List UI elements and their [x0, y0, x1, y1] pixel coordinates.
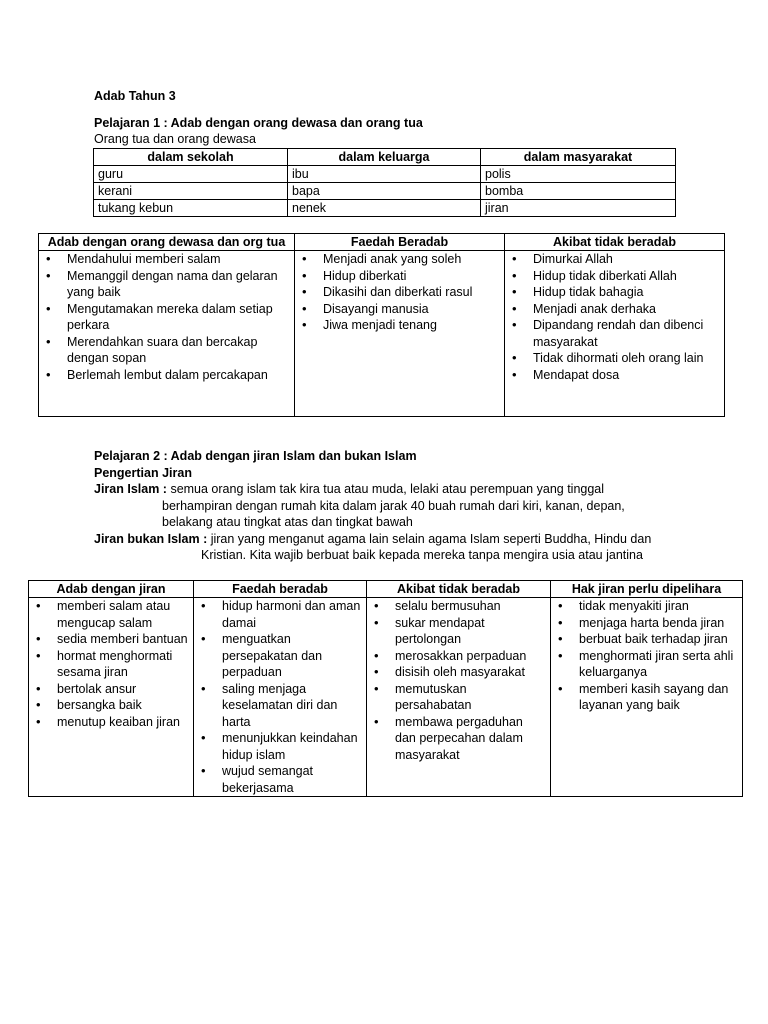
list-item: • Memanggil dengan nama dan gelaran yang baik	[43, 268, 290, 301]
list-item: • Hidup diberkati	[299, 268, 500, 285]
definition-text: semua orang islam tak kira tua atau muda, lelaki atau perempuan yang tinggal	[170, 482, 605, 496]
definition-text: jiran yang menganut agama lain selain agama Islam seperti Buddha, Hindu dan	[210, 532, 652, 546]
header-cell: dalam sekolah	[94, 149, 288, 166]
table-cell: nenek	[288, 200, 481, 217]
header-cell: dalam masyarakat	[481, 149, 676, 166]
list-item: • Dipandang rendah dan dibenci masyarakat	[509, 317, 720, 350]
list-item: • membawa pergaduhan dan perpecahan dalam masyarakat	[371, 714, 546, 764]
table-cell	[551, 598, 743, 797]
list-item: • Mendapat dosa	[509, 367, 720, 384]
table-cell: guru	[94, 166, 288, 183]
lesson2-subheading: Pengertian Jiran	[94, 466, 192, 480]
list-item: • Berlemah lembut dalam percakapan	[43, 367, 290, 384]
list-item: • bersangka baik	[33, 697, 189, 714]
list-item: • Mengutamakan mereka dalam setiap perkara	[43, 301, 290, 334]
table-cell	[367, 598, 551, 797]
table-cell	[295, 251, 505, 417]
list-item: • berbuat baik terhadap jiran	[555, 631, 738, 648]
list-item: • Merendahkan suara dan bercakap dengan sopan	[43, 334, 290, 367]
list-item: • Mendahului memberi salam	[43, 251, 290, 268]
list-item: • sedia memberi bantuan	[33, 631, 189, 648]
list-item: • Dimurkai Allah	[509, 251, 720, 268]
table-adab-adults	[38, 233, 725, 417]
bullet-list	[555, 598, 738, 714]
list-item: • sukar mendapat pertolongan	[371, 615, 546, 648]
list-item: • Hidup tidak bahagia	[509, 284, 720, 301]
header-cell: Akibat tidak beradab	[505, 234, 725, 251]
table-cell: tukang kebun	[94, 200, 288, 217]
list-item: • hormat menghormati sesama jiran	[33, 648, 189, 681]
header-cell: Hak jiran perlu dipelihara	[551, 581, 743, 598]
header-cell: Faedah beradab	[194, 581, 367, 598]
table-row	[94, 183, 676, 200]
definition-text: belakang atau tingkat atas dan tingkat bawah	[162, 515, 413, 529]
bullet-list	[33, 598, 189, 730]
table-cell: bomba	[481, 183, 676, 200]
definition-jiran-islam	[94, 481, 604, 497]
table-row	[29, 598, 743, 797]
list-item: • merosakkan perpaduan	[371, 648, 546, 665]
header-cell: dalam keluarga	[288, 149, 481, 166]
list-item: • Menjadi anak derhaka	[509, 301, 720, 318]
table-cell	[505, 251, 725, 417]
list-item: • menjaga harta benda jiran	[555, 615, 738, 632]
bullet-list	[198, 598, 362, 796]
definition-term: Jiran Islam :	[94, 482, 167, 496]
list-item: • hidup harmoni dan aman damai	[198, 598, 362, 631]
table-cell: ibu	[288, 166, 481, 183]
list-item: • Dikasihi dan diberkati rasul	[299, 284, 500, 301]
document-title: Adab Tahun 3	[94, 89, 176, 103]
list-item: • Tidak dihormati oleh orang lain	[509, 350, 720, 367]
table-cell	[194, 598, 367, 797]
list-item: • memutuskan persahabatan	[371, 681, 546, 714]
lesson1-heading: Pelajaran 1 : Adab dengan orang dewasa dan orang tua	[94, 116, 423, 130]
list-item: • Menjadi anak yang soleh	[299, 251, 500, 268]
table-cell: kerani	[94, 183, 288, 200]
header-cell: Adab dengan jiran	[29, 581, 194, 598]
list-item: • Hidup tidak diberkati Allah	[509, 268, 720, 285]
table-row	[94, 200, 676, 217]
list-item: • disisih oleh masyarakat	[371, 664, 546, 681]
table-cell	[39, 251, 295, 417]
list-item: • memberi salam atau mengucap salam	[33, 598, 189, 631]
definition-text: berhampiran dengan rumah kita dalam jarak 40 buah rumah dari kiri, kanan, depan,	[162, 499, 625, 513]
list-item: • Jiwa menjadi tenang	[299, 317, 500, 334]
lesson2-heading: Pelajaran 2 : Adab dengan jiran Islam dan bukan Islam	[94, 449, 417, 463]
list-item: • selalu bermusuhan	[371, 598, 546, 615]
table-cell: bapa	[288, 183, 481, 200]
bullet-list	[509, 251, 720, 383]
list-item: • wujud semangat bekerjasama	[198, 763, 362, 796]
lesson1-subheading: Orang tua dan orang dewasa	[94, 132, 256, 146]
bullet-list	[299, 251, 500, 334]
list-item: • memberi kasih sayang dan layanan yang baik	[555, 681, 738, 714]
list-item: • Disayangi manusia	[299, 301, 500, 318]
list-item: • tidak menyakiti jiran	[555, 598, 738, 615]
table-adab-jiran	[28, 580, 743, 797]
header-cell: Akibat tidak beradab	[367, 581, 551, 598]
table-row	[39, 251, 725, 417]
table-header-row	[39, 234, 725, 251]
bullet-list	[371, 598, 546, 763]
table-header-row	[94, 149, 676, 166]
table-row	[94, 166, 676, 183]
list-item: • menutup keaiban jiran	[33, 714, 189, 731]
table-cell: jiran	[481, 200, 676, 217]
header-cell: Faedah Beradab	[295, 234, 505, 251]
table-cell	[29, 598, 194, 797]
definition-jiran-bukan-islam	[94, 531, 651, 547]
bullet-list	[43, 251, 290, 383]
list-item: • menghormati jiran serta ahli keluarganya	[555, 648, 738, 681]
list-item: • menunjukkan keindahan hidup islam	[198, 730, 362, 763]
list-item: • menguatkan persepakatan dan perpaduan	[198, 631, 362, 681]
header-cell: Adab dengan orang dewasa dan org tua	[39, 234, 295, 251]
table-cell: polis	[481, 166, 676, 183]
definition-term: Jiran bukan Islam :	[94, 532, 208, 546]
list-item: • saling menjaga keselamatan diri dan harta	[198, 681, 362, 731]
definition-text: Kristian. Kita wajib berbuat baik kepada mereka tanpa mengira usia atau jantina	[201, 548, 643, 562]
table-adult-categories	[93, 148, 676, 217]
list-item: • bertolak ansur	[33, 681, 189, 698]
table-header-row	[29, 581, 743, 598]
